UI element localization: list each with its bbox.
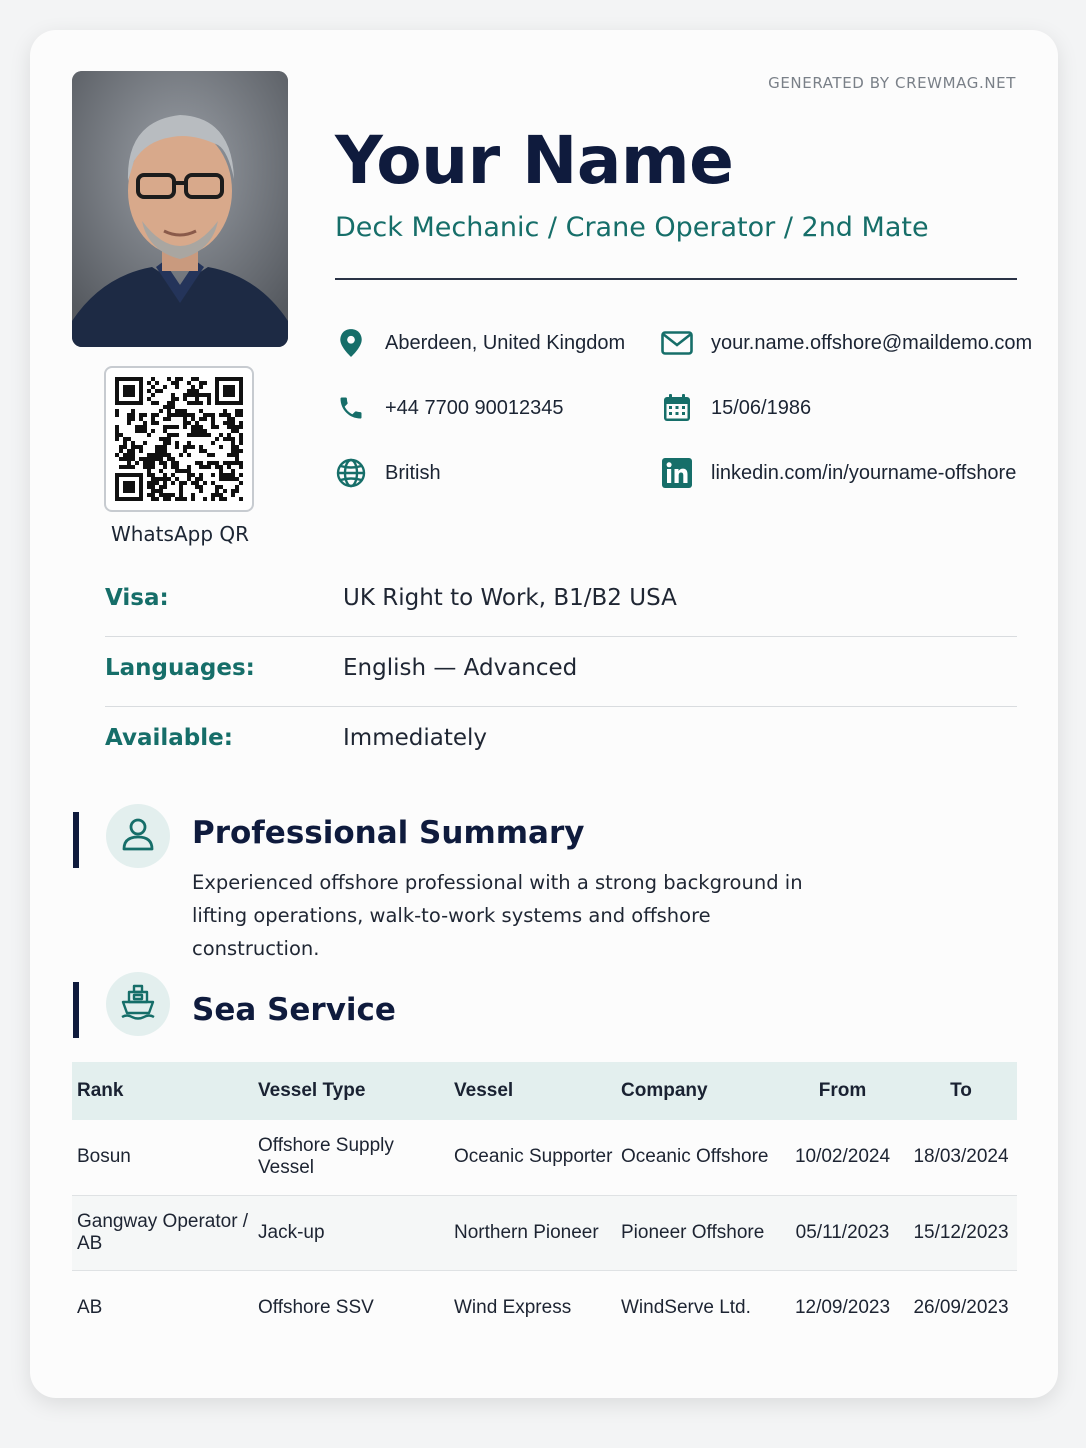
column-header-vessel-type: Vessel Type xyxy=(253,1062,449,1120)
candidate-title: Deck Mechanic / Crane Operator / 2nd Mate xyxy=(335,212,929,243)
qr-label: WhatsApp QR xyxy=(110,522,250,546)
cell-company: Oceanic Offshore xyxy=(616,1120,780,1195)
column-header-vessel: Vessel xyxy=(449,1062,616,1120)
contact-nationality xyxy=(335,457,441,489)
envelope-icon xyxy=(661,327,693,359)
cell-rank: AB xyxy=(77,1296,103,1318)
whatsapp-qr-code[interactable] xyxy=(104,366,254,512)
detail-label: Available: xyxy=(105,725,233,751)
section-accent-bar xyxy=(73,812,79,868)
contact-location xyxy=(335,327,625,359)
contact-email[interactable] xyxy=(661,327,1032,359)
email-link[interactable]: your.name.offshore@maildemo.com xyxy=(711,331,1033,354)
detail-label: Languages: xyxy=(105,655,255,681)
summary-heading: Professional Summary xyxy=(192,815,585,851)
sea-service-table xyxy=(72,1062,1017,1345)
map-pin-icon xyxy=(335,327,367,359)
cell-vessel-type: Offshore SSV xyxy=(258,1296,374,1318)
cell-to: 15/12/2023 xyxy=(905,1195,1017,1270)
generated-by-note: GENERATED BY CREWMAG.NET xyxy=(768,74,1016,92)
cell-vessel: Oceanic Supporter xyxy=(449,1120,616,1195)
detail-value: English — Advanced xyxy=(343,655,578,681)
cell-from: 05/11/2023 xyxy=(780,1195,905,1270)
column-header-rank: Rank xyxy=(72,1062,253,1120)
qr-code-icon xyxy=(115,377,243,501)
section-accent-bar xyxy=(73,982,79,1038)
calendar-icon xyxy=(661,392,693,424)
table-row xyxy=(72,1270,1017,1345)
column-header-to: To xyxy=(905,1062,1017,1120)
candidate-name: Your Name xyxy=(335,122,734,199)
cell-vessel-type: Offshore Supply Vessel xyxy=(253,1120,449,1195)
phone-text[interactable]: +44 7700 90012345 xyxy=(385,396,564,419)
summary-icon-badge xyxy=(106,804,170,868)
cv-card xyxy=(30,30,1058,1398)
column-header-from: From xyxy=(780,1062,905,1120)
sea-service-heading: Sea Service xyxy=(192,992,396,1028)
header-divider xyxy=(335,278,1017,280)
detail-row-visa xyxy=(105,567,1017,637)
profile-photo xyxy=(72,71,288,347)
sea-service-icon-badge xyxy=(106,972,170,1036)
detail-row-languages xyxy=(105,637,1017,707)
column-header-company: Company xyxy=(616,1062,780,1120)
detail-row-available xyxy=(105,707,1017,777)
person-icon xyxy=(120,816,156,857)
cell-to: 26/09/2023 xyxy=(913,1296,1009,1318)
detail-value: UK Right to Work, B1/B2 USA xyxy=(343,585,677,611)
detail-value: Immediately xyxy=(343,725,487,751)
contact-phone[interactable] xyxy=(335,392,564,424)
cell-vessel-type: Jack-up xyxy=(253,1195,449,1270)
cell-rank: Bosun xyxy=(72,1120,253,1195)
contact-linkedin[interactable] xyxy=(661,457,1016,489)
location-text: Aberdeen, United Kingdom xyxy=(385,331,626,354)
ship-icon xyxy=(119,983,157,1026)
cell-from: 12/09/2023 xyxy=(794,1296,891,1318)
cell-rank: Gangway Operator / AB xyxy=(72,1195,253,1270)
summary-line: lifting operations, walk-to-work systems and offshore construction. xyxy=(192,904,711,960)
cell-vessel: Northern Pioneer xyxy=(449,1195,616,1270)
cell-to: 18/03/2024 xyxy=(905,1120,1017,1195)
detail-label: Visa: xyxy=(105,585,169,611)
dob-text: 15/06/1986 xyxy=(711,396,812,419)
cell-company: Pioneer Offshore xyxy=(616,1195,780,1270)
table-row xyxy=(72,1120,1017,1195)
linkedin-icon xyxy=(661,457,693,489)
contact-dob xyxy=(661,392,811,424)
summary-text xyxy=(192,866,832,965)
cell-from: 10/02/2024 xyxy=(780,1120,905,1195)
phone-icon xyxy=(335,392,367,424)
table-row xyxy=(72,1195,1017,1270)
cell-company: WindServe Ltd. xyxy=(621,1296,751,1318)
linkedin-link[interactable]: linkedin.com/in/yourname-offshore xyxy=(711,461,1017,484)
summary-line: Experienced offshore professional with a strong background in xyxy=(192,871,803,894)
table-header-row xyxy=(72,1062,1017,1120)
globe-icon xyxy=(335,457,367,489)
nationality-text: British xyxy=(385,461,441,484)
cell-vessel: Wind Express xyxy=(454,1296,572,1318)
